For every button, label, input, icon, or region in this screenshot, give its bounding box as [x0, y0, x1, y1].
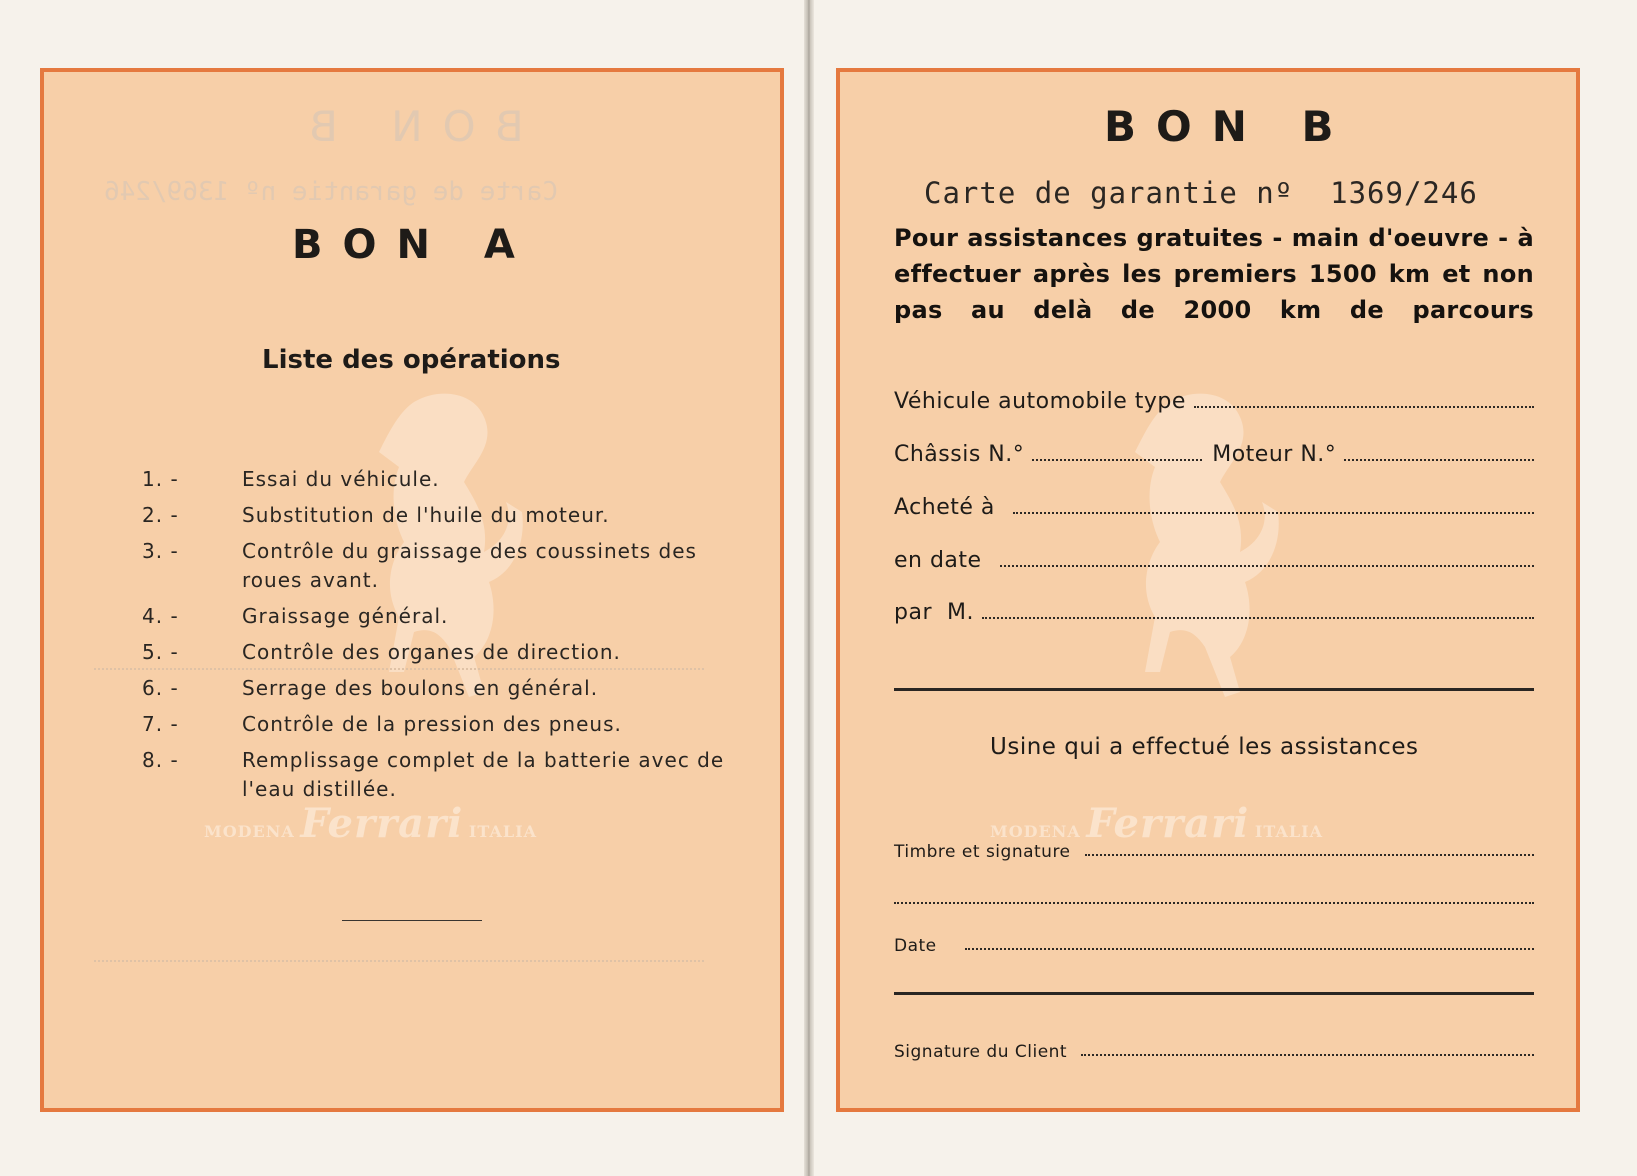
date-signature-field[interactable]: Date: [894, 936, 1534, 956]
vehicle-type-field[interactable]: Véhicule automobile type: [894, 389, 1534, 414]
bon-a-card: [40, 68, 784, 1112]
date-field[interactable]: en date: [894, 548, 1534, 573]
card-number-value: 1369/246: [1330, 176, 1478, 210]
operations-list-heading: Liste des opérations: [262, 345, 561, 375]
ferrari-watermark-logo: MODENA Ferrari ITALIA: [204, 800, 537, 847]
list-item: 1. - Essai du véhicule.: [142, 467, 440, 491]
bleed-through-rule: [94, 668, 704, 670]
chassis-motor-field[interactable]: Châssis N.° Moteur N.°: [894, 442, 1534, 467]
bleed-through-rule: [94, 960, 704, 962]
operations-list: [142, 465, 742, 811]
list-item: 2. - Substitution de l'huile du moteur.: [142, 503, 610, 527]
bleed-through-card-number: Carte de garantie nº 1369/246: [104, 177, 558, 207]
list-item: 8. - Remplissage complet de la batterie avec de l'eau distillée.: [142, 748, 725, 801]
by-field[interactable]: par M.: [894, 600, 1534, 625]
section-divider: [894, 688, 1534, 691]
client-signature-field[interactable]: Signature du Client: [894, 1042, 1534, 1062]
bon-b-intro: Pour assistances gratuites - main d'oeuvre - à effectuer après les premiers 1500 km et non pas au delà de 2000 km de parcours: [894, 224, 1534, 324]
ferrari-watermark-logo: MODENA Ferrari ITALIA: [990, 800, 1323, 847]
list-item: 5. - Contrôle des organes de direction.: [142, 640, 621, 664]
bon-b-title: BON B: [1104, 102, 1354, 151]
signature-line: [342, 920, 482, 921]
center-fold: [804, 0, 814, 1176]
stamp-signature-line[interactable]: [894, 902, 1534, 904]
bought-at-field[interactable]: Acheté à: [894, 495, 1534, 520]
section-divider: [894, 992, 1534, 995]
list-item: 7. - Contrôle de la pression des pneus.: [142, 712, 622, 736]
stamp-signature-field[interactable]: Timbre et signature: [894, 842, 1534, 862]
list-item: 3. - Contrôle du graissage des coussinets des roues avant.: [142, 539, 697, 592]
list-item: 6. - Serrage des boulons en général.: [142, 676, 599, 700]
card-number: Carte de garantie nº 1369/246: [924, 176, 1478, 210]
factory-heading: Usine qui a effectué les assistances: [990, 734, 1419, 760]
bleed-through-title: BON B: [289, 102, 524, 151]
bon-a-title: BON A: [292, 222, 535, 268]
list-item: 4. - Graissage général.: [142, 604, 449, 628]
bon-b-card: [836, 68, 1580, 1112]
